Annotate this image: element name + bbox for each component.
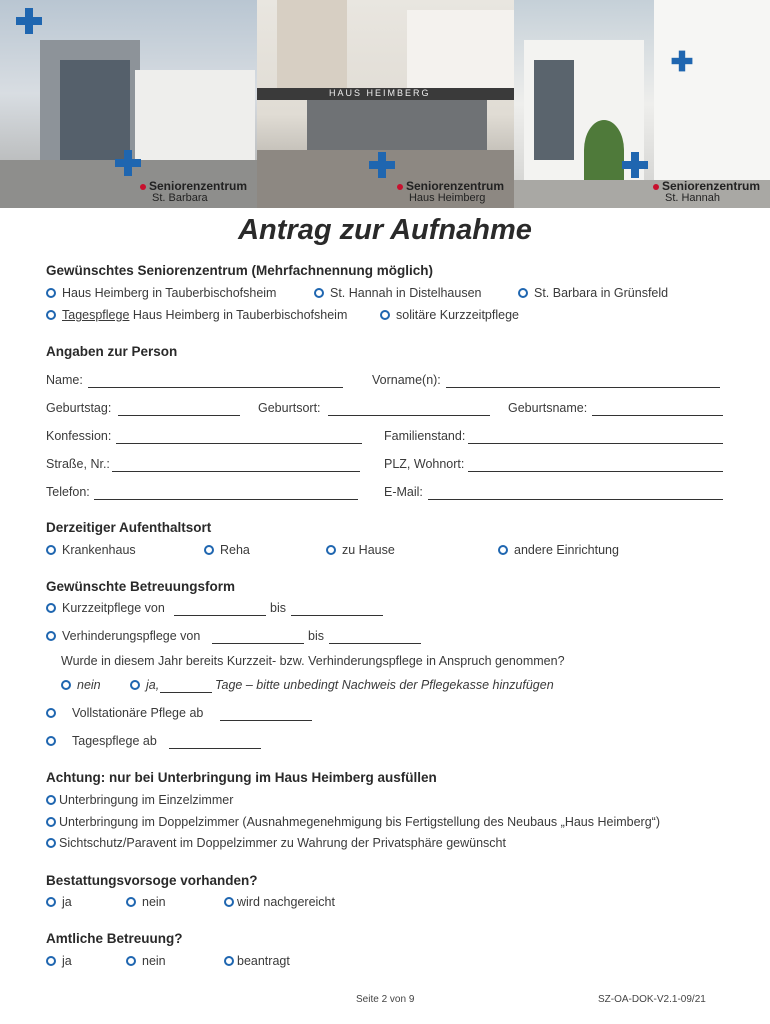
field-verhinderung-bis[interactable] — [329, 643, 421, 644]
radio-circle-icon — [126, 897, 136, 907]
caption-location: Haus Heimberg — [408, 192, 486, 204]
label-geburtstag: Geburtstag: — [46, 401, 112, 415]
caption-location: St. Hannah — [664, 192, 721, 204]
photo-caption — [397, 180, 504, 204]
radio-circle-icon — [46, 288, 56, 298]
field-strasse[interactable] — [112, 471, 360, 472]
field-tage[interactable] — [160, 692, 212, 693]
radio-circle-icon — [204, 545, 214, 555]
option-guardian-nein[interactable]: nein — [126, 954, 166, 968]
section-heading-center: Gewünschtes Seniorenzentrum (Mehrfachnennung möglich) — [46, 263, 434, 278]
radio-circle-icon — [46, 310, 56, 320]
photo-caption — [140, 180, 247, 204]
label-bis: bis — [270, 601, 286, 615]
caption-location: St. Barbara — [151, 192, 208, 204]
building-sign: HAUS HEIMBERG — [329, 88, 431, 98]
field-vollstationaer-ab[interactable] — [220, 720, 312, 721]
radio-circle-icon — [518, 288, 528, 298]
option-tagespflege[interactable]: Tagespflege ab — [46, 734, 157, 748]
section-heading-heimberg: Achtung: nur bei Unterbringung im Haus Heimberg ausfüllen — [46, 770, 437, 785]
caption-brand: Seniorenzentrum — [148, 179, 247, 193]
radio-circle-icon — [224, 897, 234, 907]
option-burial-nachgereicht[interactable]: wird nachgereicht — [224, 895, 335, 909]
radio-circle-icon — [126, 956, 136, 966]
radio-circle-icon — [46, 603, 56, 613]
field-telefon[interactable] — [94, 499, 358, 500]
option-guardian-beantragt[interactable]: beantragt — [224, 954, 290, 968]
section-heading-burial: Bestattungsvorsoge vorhanden? — [46, 873, 258, 888]
label-email: E-Mail: — [384, 485, 423, 499]
field-konfession[interactable] — [116, 443, 362, 444]
photo-caption — [653, 180, 760, 204]
section-heading-person: Angaben zur Person — [46, 344, 178, 359]
label-strasse: Straße, Nr.: — [46, 457, 110, 471]
radio-circle-icon — [46, 838, 56, 848]
page-number: Seite 2 von 9 — [356, 994, 415, 1005]
label-bis: bis — [308, 629, 324, 643]
field-tagespflege-ab[interactable] — [169, 748, 261, 749]
cross-logo-icon — [16, 8, 42, 34]
option-haus-heimberg[interactable]: Haus Heimberg in Tauberbischofsheim — [46, 286, 276, 300]
option-st-hannah[interactable]: St. Hannah in Distelhausen — [314, 286, 481, 300]
field-vorname[interactable] — [446, 387, 720, 388]
radio-circle-icon — [46, 897, 56, 907]
option-doppelzimmer[interactable]: Unterbringung im Doppelzimmer (Ausnahmegenehmigung bis Fertigstellung des Neubaus „Haus Heimberg“) — [46, 815, 660, 829]
cross-logo-icon — [115, 150, 141, 176]
radio-circle-icon — [46, 545, 56, 555]
cross-logo-icon — [672, 51, 693, 72]
radio-circle-icon — [46, 956, 56, 966]
section-heading-care: Gewünschte Betreuungsform — [46, 579, 236, 594]
option-einzelzimmer[interactable]: Unterbringung im Einzelzimmer — [46, 793, 233, 807]
option-verhinderungspflege[interactable]: Verhinderungspflege von — [46, 629, 200, 643]
radio-circle-icon — [46, 708, 56, 718]
label-geburtsname: Geburtsname: — [508, 401, 588, 415]
page-title: Antrag zur Aufnahme — [238, 214, 532, 246]
tage-note: Tage – bitte unbedingt Nachweis der Pflegekasse hinzufügen — [215, 678, 554, 692]
radio-circle-icon — [498, 545, 508, 555]
field-geburtsname[interactable] — [592, 415, 723, 416]
field-geburtstag[interactable] — [118, 415, 240, 416]
radio-circle-icon — [46, 795, 56, 805]
option-zu-hause[interactable]: zu Hause — [326, 543, 395, 557]
field-kurzzeit-von[interactable] — [174, 615, 266, 616]
photo-st-hannah — [514, 0, 770, 208]
question-prior-care: Wurde in diesem Jahr bereits Kurzzeit- bzw. Verhinderungspflege in Anspruch genommen? — [61, 654, 565, 668]
radio-circle-icon — [130, 680, 140, 690]
radio-circle-icon — [326, 545, 336, 555]
option-reha[interactable]: Reha — [204, 543, 250, 557]
label-familienstand: Familienstand: — [384, 429, 466, 443]
option-vollstationaer[interactable]: Vollstationäre Pflege ab — [46, 706, 203, 720]
cross-logo-icon — [369, 152, 395, 178]
option-nein-prior[interactable]: nein — [61, 678, 101, 692]
section-heading-guardian: Amtliche Betreuung? — [46, 931, 183, 946]
field-familienstand[interactable] — [468, 443, 723, 444]
radio-circle-icon — [314, 288, 324, 298]
radio-circle-icon — [224, 956, 234, 966]
option-andere-einrichtung[interactable]: andere Einrichtung — [498, 543, 619, 557]
document-code: SZ-OA-DOK-V2.1-09/21 — [598, 994, 706, 1005]
radio-circle-icon — [61, 680, 71, 690]
cross-logo-icon — [622, 152, 648, 178]
radio-circle-icon — [46, 736, 56, 746]
radio-circle-icon — [46, 631, 56, 641]
photo-st-barbara — [0, 0, 257, 208]
label-vorname: Vorname(n): — [372, 373, 441, 387]
label-plz: PLZ, Wohnort: — [384, 457, 465, 471]
label-geburtsort: Geburtsort: — [258, 401, 321, 415]
option-solitaere-kurzzeitpflege[interactable]: solitäre Kurzzeitpflege — [380, 308, 519, 322]
field-verhinderung-von[interactable] — [212, 643, 304, 644]
photo-haus-heimberg — [257, 0, 514, 208]
caption-brand: Seniorenzentrum — [661, 179, 760, 193]
option-tagespflege-heimberg[interactable]: Tagespflege Haus Heimberg in Tauberbischofsheim — [46, 308, 347, 322]
field-name[interactable] — [88, 387, 343, 388]
label-name: Name: — [46, 373, 83, 387]
caption-brand: Seniorenzentrum — [405, 179, 504, 193]
option-burial-ja[interactable]: ja — [46, 895, 72, 909]
option-ja-prior[interactable]: ja, — [130, 678, 159, 692]
option-kurzzeitpflege[interactable]: Kurzzeitpflege von — [46, 601, 165, 615]
field-email[interactable] — [428, 499, 723, 500]
label-konfession: Konfession: — [46, 429, 112, 443]
field-kurzzeit-bis[interactable] — [291, 615, 383, 616]
option-st-barbara[interactable]: St. Barbara in Grünsfeld — [518, 286, 668, 300]
option-krankenhaus[interactable]: Krankenhaus — [46, 543, 136, 557]
option-burial-nein[interactable]: nein — [126, 895, 166, 909]
radio-circle-icon — [380, 310, 390, 320]
section-heading-stay: Derzeitiger Aufenthaltsort — [46, 520, 212, 535]
header-banner — [0, 0, 770, 208]
field-plz-wohnort[interactable] — [468, 471, 723, 472]
option-guardian-ja[interactable]: ja — [46, 954, 72, 968]
label-telefon: Telefon: — [46, 485, 90, 499]
radio-circle-icon — [46, 817, 56, 827]
option-sichtschutz[interactable]: Sichtschutz/Paravent im Doppelzimmer zu Wahrung der Privatsphäre gewünscht — [46, 836, 506, 850]
field-geburtsort[interactable] — [328, 415, 490, 416]
